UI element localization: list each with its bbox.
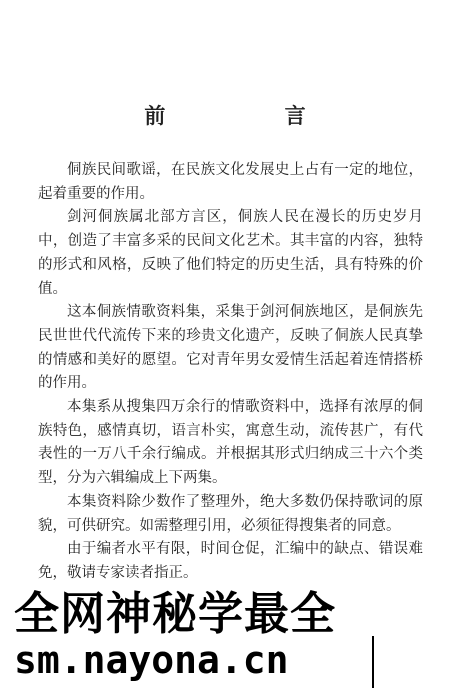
watermark-slogan: 全网神秘学最全 bbox=[14, 587, 337, 640]
paragraph-1: 侗族民间歌谣，在民族文化发展史上占有一定的地位，起着重要的作用。 bbox=[38, 162, 423, 202]
preface-body bbox=[38, 159, 423, 586]
paragraph-5: 本集资料除少数作了整理外，绝大多数仍保持歌词的原貌，可供研究。如需整理引用，必须征得搜集者的同意。 bbox=[38, 493, 423, 534]
paragraph-2: 剑河侗族属北部方言区，侗族人民在漫长的历史岁月中，创造了丰富多采的民间文化艺术。其丰富的内容，独特的形式和风格，反映了他们特定的历史生活，具有特殊的价值。 bbox=[38, 209, 423, 297]
paragraph-6: 由于编者水平有限，时间仓促，汇编中的缺点、错误难免，敬请专家读者指正。 bbox=[38, 541, 423, 581]
watermark-url: sm.nayona.cn bbox=[14, 638, 289, 682]
paragraph-3: 这本侗族情歌资料集，采集于剑河侗族地区，是侗族先民世世代代流传下来的珍贵文化遗产，反映了侗族人民真挚的情感和美好的愿望。它对青年男女爱情生活起着连情搭桥的作用。 bbox=[38, 304, 423, 392]
page-title: 前 言 bbox=[144, 104, 362, 128]
watermark-banner bbox=[0, 575, 450, 699]
paragraph-4: 本集系从搜集四万余行的情歌资料中，选择有浓厚的侗族特色，感情真切，语言朴实，寓意生动，流传甚广，有代表性的一万八千余行编成。并根据其形式归纳成三十六个类型，分为六辑编成上下两集。 bbox=[38, 399, 423, 487]
text-cursor bbox=[372, 636, 374, 688]
